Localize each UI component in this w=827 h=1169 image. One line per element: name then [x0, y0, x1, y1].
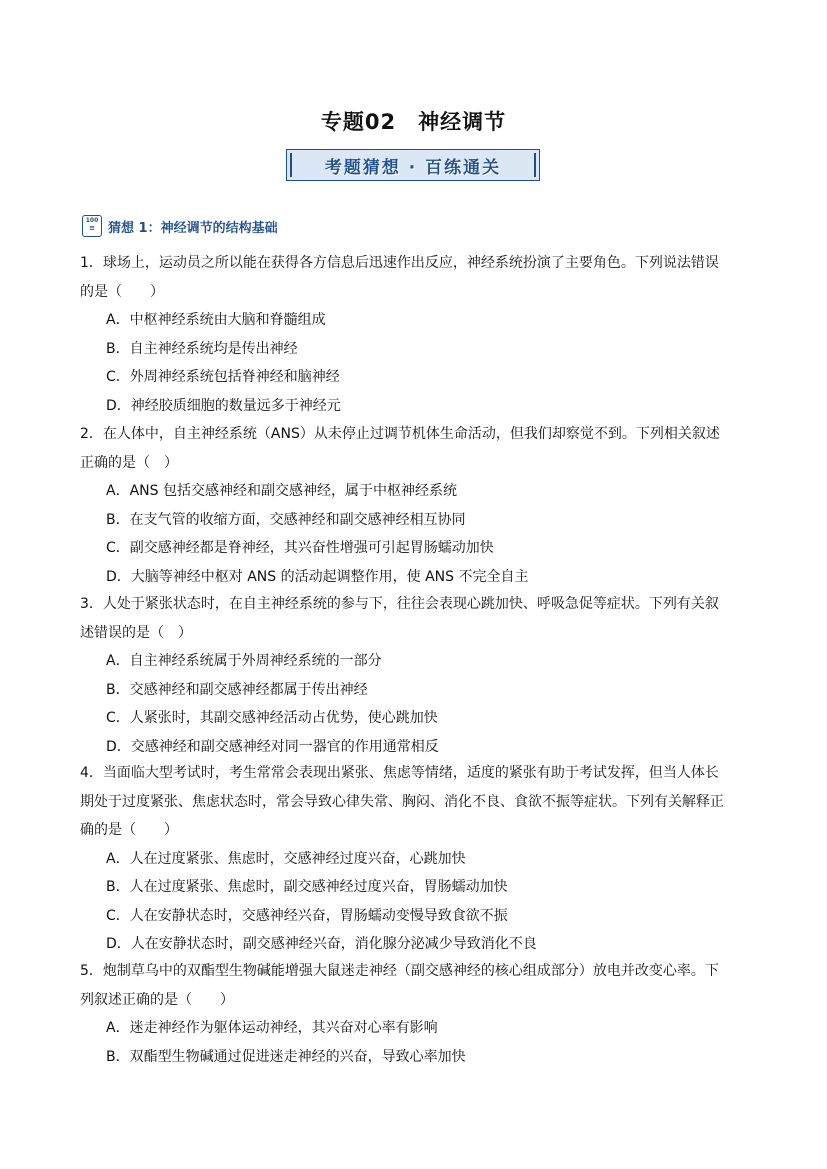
option-d: D．神经胶质细胞的数量远多于神经元: [106, 397, 341, 414]
banner: [286, 149, 540, 181]
option-c: C．副交感神经都是脊神经，其兴奋性增强可引起胃肠蠕动加快: [106, 540, 494, 556]
question-4: [80, 759, 760, 959]
question-2: [80, 420, 760, 591]
option-c: C．人紧张时，其副交感神经活动占优势，使心跳加快: [106, 710, 438, 726]
option-b: B．双酯型生物碱通过促进迷走神经的兴奋，导致心率加快: [106, 1048, 466, 1065]
option-b: B．自主神经系统均是传出神经: [106, 340, 298, 357]
question-stem-line: 期处于过度紧张、焦虑状态时，常会导致心律失常、胸闷、消化不良、食欲不振等症状。下列有关解释正: [80, 793, 724, 810]
option-a: A．自主神经系统属于外周神经系统的一部分: [106, 653, 382, 669]
question-stem-line: 1．球场上，运动员之所以能在获得各方信息后迅速作出反应，神经系统扮演了主要角色。下列说法错误: [80, 255, 719, 271]
question-stem-line: 的是（ ）: [80, 283, 164, 300]
option-c: C．人在安静状态时，交感神经兴奋，胃肠蠕动变慢导致食欲不振: [106, 907, 508, 924]
option-b: B．人在过度紧张、焦虑时，副交感神经过度兴奋，胃肠蠕动加快: [106, 879, 508, 895]
section-heading-text: 猜想 1：神经调节的结构基础: [108, 220, 278, 236]
question-3: [80, 590, 760, 761]
question-1: [80, 249, 760, 420]
question-stem-line: 4．当面临大型考试时，考生常常会表现出紧张、焦虑等情绪，适度的紧张有助于考试发挥，但当人体长: [80, 765, 719, 781]
banner-text: 考题猜想 · 百练通关: [324, 157, 502, 178]
score-100-icon: 100 ≡: [82, 215, 102, 237]
question-stem-line: 述错误的是（ ）: [80, 624, 192, 641]
option-c: C．外周神经系统包括脊神经和脑神经: [106, 369, 340, 385]
question-stem-line: 列叙述正确的是（ ）: [80, 991, 234, 1008]
section-heading: [82, 215, 278, 237]
option-d: D．大脑等神经中枢对 ANS 的活动起调整作用，使 ANS 不完全自主: [106, 568, 529, 585]
score-icon-label: 100: [85, 217, 99, 224]
question-stem-line: 确的是（ ）: [80, 822, 178, 838]
option-b: B．在支气管的收缩方面，交感神经和副交感神经相互协同: [106, 511, 466, 528]
option-a: A．中枢神经系统由大脑和脊髓组成: [106, 312, 326, 328]
page-title: 专题02 神经调节: [320, 110, 507, 134]
option-a: A．ANS 包括交感神经和副交感神经，属于中枢神经系统: [106, 483, 457, 499]
option-a: A．迷走神经作为躯体运动神经，其兴奋对心率有影响: [106, 1020, 438, 1036]
option-d: D．人在安静状态时，副交感神经兴奋，消化腺分泌减少导致消化不良: [106, 936, 537, 952]
option-a: A．人在过度紧张、焦虑时，交感神经过度兴奋，心跳加快: [106, 850, 466, 867]
question-5: [80, 957, 760, 1071]
option-b: B．交感神经和副交感神经都属于传出神经: [106, 681, 368, 698]
question-stem-line: 正确的是（ ）: [80, 454, 178, 471]
question-stem-line: 5．炮制草乌中的双酯型生物碱能增强大鼠迷走神经（副交感神经的核心组成部分）放电并改变心率。下: [80, 963, 719, 979]
question-stem-line: 2．在人体中，自主神经系统（ANS）从未停止过调节机体生命活动，但我们却察觉不到。下列相关叙述: [80, 426, 720, 442]
question-stem-line: 3．人处于紧张状态时，在自主神经系统的参与下，往往会表现心跳加快、呼吸急促等症状。下列有关叙: [80, 596, 719, 612]
option-d: D．交感神经和副交感神经对同一器官的作用通常相反: [106, 738, 439, 755]
